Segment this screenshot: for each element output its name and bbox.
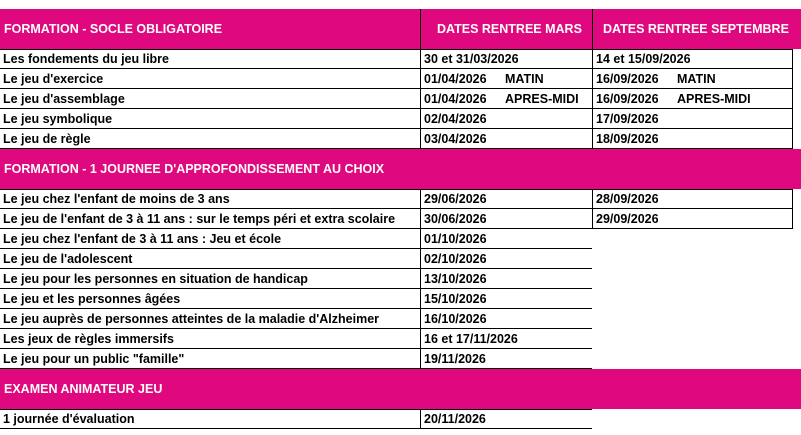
table-row <box>0 249 801 269</box>
row-label: Le jeu pour les personnes en situation de handicap <box>0 269 420 289</box>
date-septembre: 28/09/2026 <box>592 189 793 209</box>
period-mars: MATIN <box>505 71 544 86</box>
row-label: Le jeu symbolique <box>0 109 420 129</box>
date-mars: 19/11/2026 <box>420 349 592 369</box>
row-label: Les jeux de règles immersifs <box>0 329 420 349</box>
date-mars: 16 et 17/11/2026 <box>420 329 592 349</box>
date-mars: 01/04/2026 APRES-MIDI <box>420 89 592 109</box>
date-mars: 30 et 31/03/2026 <box>420 49 592 69</box>
row-label: Le jeu chez l'enfant de 3 à 11 ans : Jeu et école <box>0 229 420 249</box>
column-header-septembre: DATES RENTREE SEPTEMBRE <box>592 9 793 49</box>
row-label: Le jeu d'assemblage <box>0 89 420 109</box>
table-row <box>0 189 801 209</box>
row-label: Le jeu de l'adolescent <box>0 249 420 269</box>
date-septembre: 29/09/2026 <box>592 209 793 229</box>
table-row <box>0 89 801 109</box>
date-mars: 03/04/2026 <box>420 129 592 149</box>
period-septembre: MATIN <box>677 71 716 86</box>
table-row <box>0 409 801 429</box>
column-header-mars: DATES RENTREE MARS <box>420 9 592 49</box>
period-mars: APRES-MIDI <box>505 91 579 106</box>
date-septembre: 17/09/2026 <box>592 109 793 129</box>
row-label: Les fondements du jeu libre <box>0 49 420 69</box>
table-row <box>0 329 801 349</box>
table-row <box>0 129 801 149</box>
table-row <box>0 209 801 229</box>
table-row <box>0 269 801 289</box>
date-mars: 02/04/2026 <box>420 109 592 129</box>
date-mars: 01/10/2026 <box>420 229 592 249</box>
row-label: Le jeu de règle <box>0 129 420 149</box>
row-label: Le jeu et les personnes âgées <box>0 289 420 309</box>
date-septembre: 18/09/2026 <box>592 129 793 149</box>
date-septembre: 16/09/2026 APRES-MIDI <box>592 89 793 109</box>
section-header-examen <box>0 369 801 409</box>
table-row <box>0 49 801 69</box>
row-label: Le jeu pour un public "famille" <box>0 349 420 369</box>
date-mars: 02/10/2026 <box>420 249 592 269</box>
date-mars: 16/10/2026 <box>420 309 592 329</box>
date-mars: 15/10/2026 <box>420 289 592 309</box>
table-row <box>0 349 801 369</box>
section-header-approfondissement <box>0 149 801 189</box>
period-septembre: APRES-MIDI <box>677 91 751 106</box>
row-label: Le jeu de l'enfant de 3 à 11 ans : sur le temps péri et extra scolaire <box>0 209 420 229</box>
date-mars: 13/10/2026 <box>420 269 592 289</box>
table-row <box>0 289 801 309</box>
table-row <box>0 69 801 89</box>
row-label: 1 journée d'évaluation <box>0 409 420 429</box>
section-title: EXAMEN ANIMATEUR JEU <box>4 382 163 396</box>
date-septembre: 16/09/2026 MATIN <box>592 69 793 89</box>
date-mars: 29/06/2026 <box>420 189 592 209</box>
section-header-socle <box>0 9 801 49</box>
date-mars: 30/06/2026 <box>420 209 592 229</box>
row-label: Le jeu chez l'enfant de moins de 3 ans <box>0 189 420 209</box>
section-title: FORMATION - SOCLE OBLIGATOIRE <box>4 22 223 36</box>
section-title: FORMATION - 1 JOURNEE D'APPROFONDISSEMENT AU CHOIX <box>4 162 385 176</box>
table-row <box>0 309 801 329</box>
table-row <box>0 229 801 249</box>
date-mars: 01/04/2026 MATIN <box>420 69 592 89</box>
date-mars: 20/11/2026 <box>420 409 592 429</box>
row-label: Le jeu auprès de personnes atteintes de la maladie d'Alzheimer <box>0 309 420 329</box>
table-row <box>0 109 801 129</box>
date-septembre: 14 et 15/09/2026 <box>592 49 793 69</box>
row-label: Le jeu d'exercice <box>0 69 420 89</box>
